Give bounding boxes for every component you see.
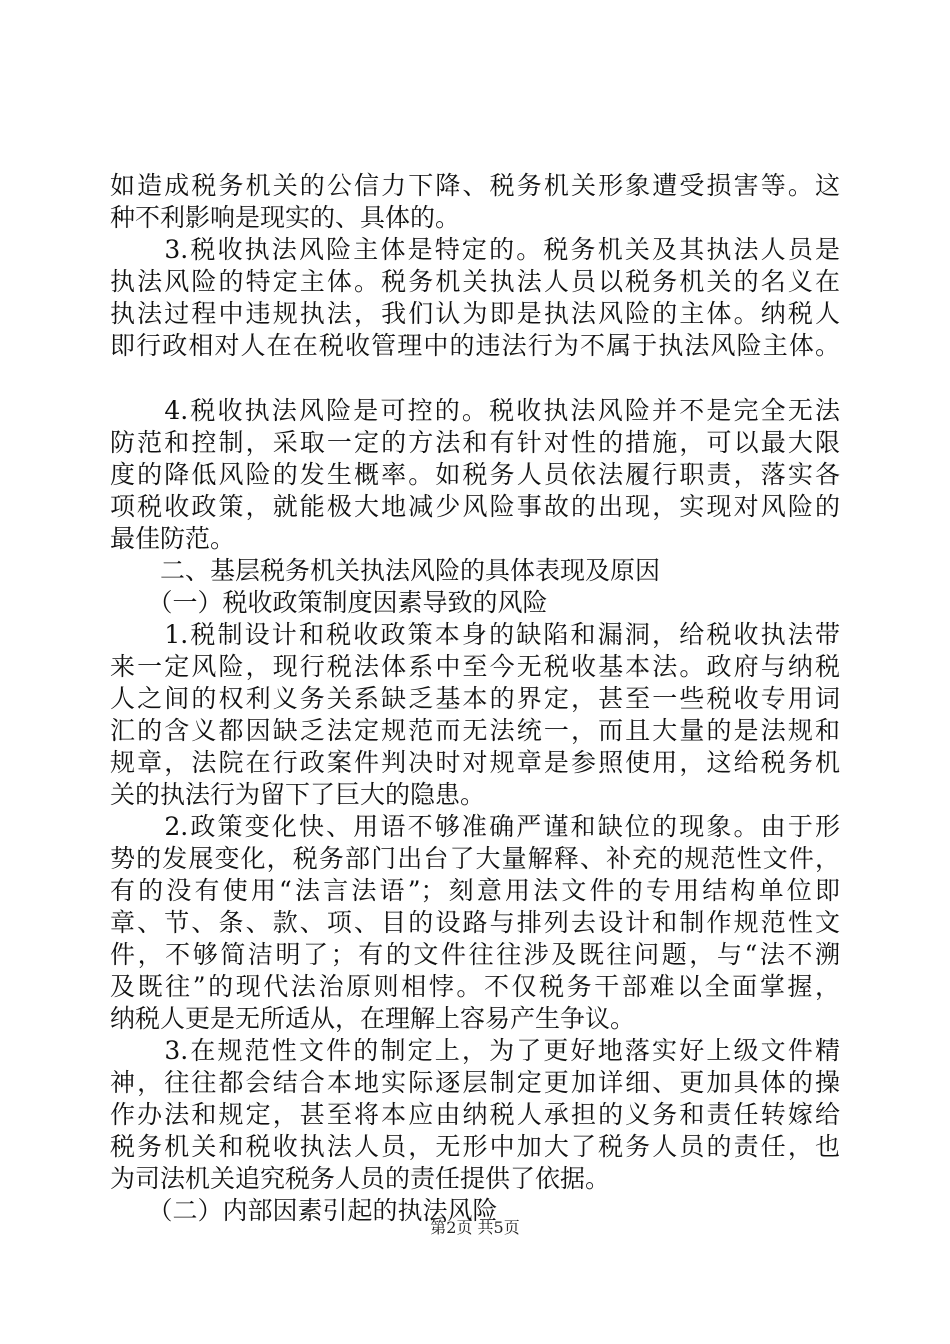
section-heading: 二、基层税务机关执法风险的具体表现及原因 [110,556,661,585]
text-line: 1.税制设计和税收政策本身的缺陷和漏洞，给税收执法带 [110,620,840,649]
text-line: 章、节、条、款、项、目的设路与排列去设计和制作规范性文 [110,908,840,937]
text-line: 作办法和规定，甚至将本应由纳税人承担的义务和责任转嫁给 [110,1100,840,1129]
text-line: 执法风险的特定主体。税务机关执法人员以税务机关的名义在 [110,267,840,296]
text-line: 4.税收执法风险是可控的。税收执法风险并不是完全无法 [110,396,840,425]
text-line: 即行政相对人在在税收管理中的违法行为不属于执法风险主体。 [110,331,840,360]
subsection-heading: （二）内部因素引起的执法风险 [110,1196,498,1225]
text-line: 汇的含义都因缺乏法定规范而无法统一，而且大量的是法规和 [110,716,840,745]
text-line: 执法过程中违规执法，我们认为即是执法风险的主体。纳税人 [110,299,840,328]
subsection-heading: （一）税收政策制度因素导致的风险 [110,588,548,617]
text-line: 防范和控制，采取一定的方法和有针对性的措施，可以最大限 [110,428,840,457]
text-line: 关的执法行为留下了巨大的隐患。 [110,780,486,809]
text-line: 人之间的权利义务关系缺乏基本的界定，甚至一些税收专用词 [110,684,840,713]
text-line: 度的降低风险的发生概率。如税务人员依法履行职责，落实各 [110,460,840,489]
text-line: 来一定风险，现行税法体系中至今无税收基本法。政府与纳税 [110,652,840,681]
text-line: 有的没有使用“法言法语”；刻意用法文件的专用结构单位即 [110,876,840,905]
text-line: 3.税收执法风险主体是特定的。税务机关及其执法人员是 [110,235,840,264]
text-line: 项税收政策，就能极大地减少风险事故的出现，实现对风险的 [110,492,840,521]
page-number-footer: 第2页 共5页 [430,1218,520,1237]
text-line: 及既往”的现代法治原则相悖。不仅税务干部难以全面掌握， [110,972,840,1001]
text-line: 最佳防范。 [110,524,236,553]
text-line: 种不利影响是现实的、具体的。 [110,203,461,232]
text-line: 税务机关和税收执法人员，无形中加大了税务人员的责任，也 [110,1132,840,1161]
text-line: 如造成税务机关的公信力下降、税务机关形象遭受损害等。这 [110,171,840,200]
text-line: 势的发展变化，税务部门出台了大量解释、补充的规范性文件， [110,844,840,873]
text-line: 规章，法院在行政案件判决时对规章是参照使用，这给税务机 [110,748,840,777]
text-line: 纳税人更是无所适从，在理解上容易产生争议。 [110,1004,636,1033]
text-line: 神，往往都会结合本地实际逐层制定更加详细、更加具体的操 [110,1068,840,1097]
text-line: 3.在规范性文件的制定上，为了更好地落实好上级文件精 [110,1036,840,1065]
text-line: 2.政策变化快、用语不够准确严谨和缺位的现象。由于形 [110,812,840,841]
text-line: 件，不够简洁明了；有的文件往往涉及既往问题，与“法不溯 [110,940,840,969]
text-line: 为司法机关追究税务人员的责任提供了依据。 [110,1164,611,1193]
